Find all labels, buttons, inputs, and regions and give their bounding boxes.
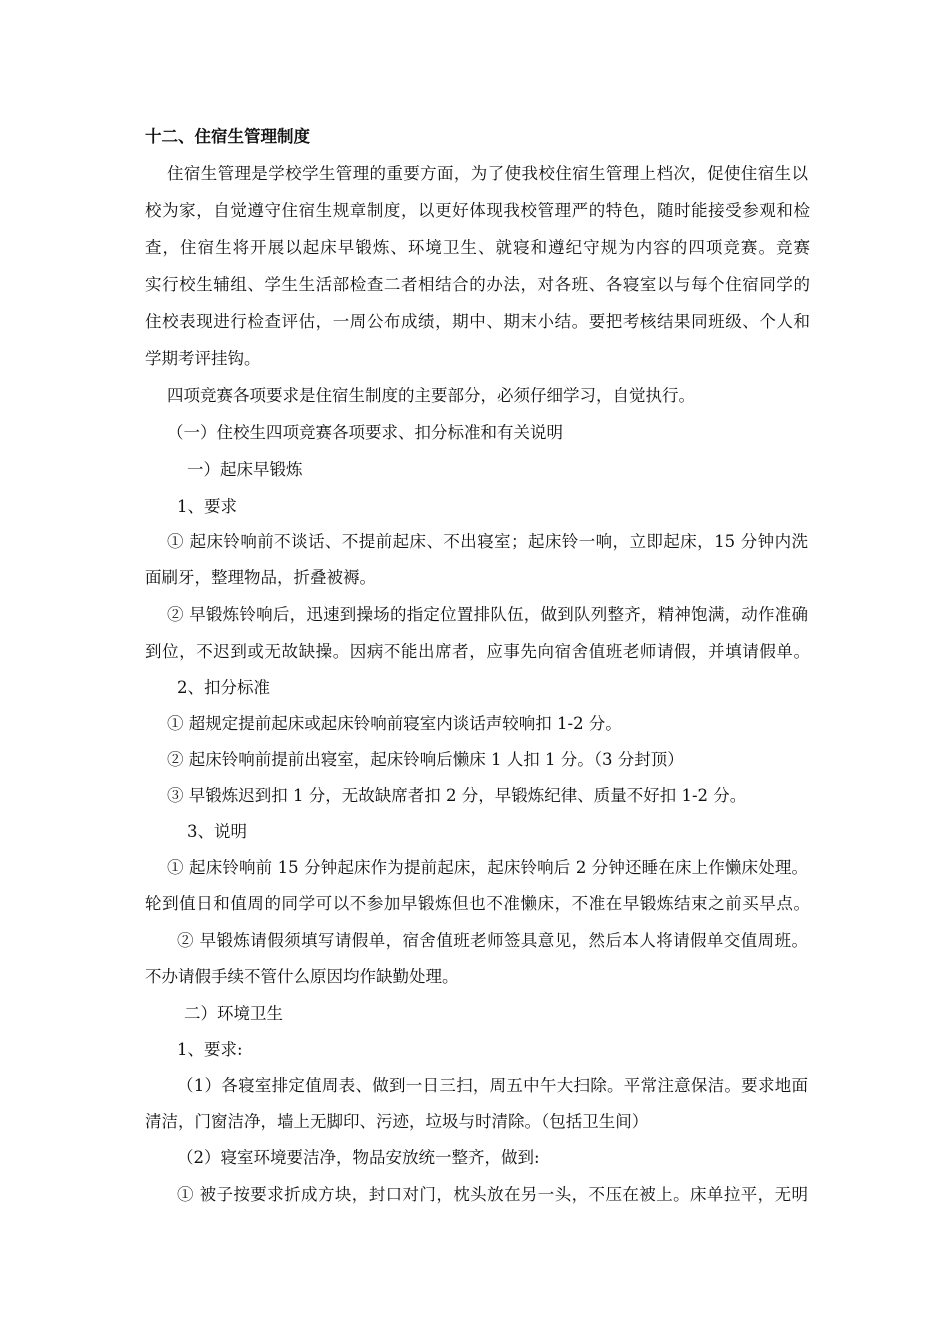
item-heading: 1、要求: (177, 1040, 243, 1059)
paragraph-line: 四项竞赛各项要求是住宿生制度的主要部分，必须仔细学习，自觉执行。 (167, 386, 695, 405)
paragraph-line: ② 早锻炼请假须填写请假单，宿舍值班老师签具意见，然后本人将请假单交值周班。 (177, 931, 808, 950)
paragraph-line: 校为家，自觉遵守住宿生规章制度，以更好体现我校管理严的特色，随时能接受参观和检 (145, 201, 810, 220)
item-heading: 3、说明 (187, 822, 247, 841)
paragraph-line: 实行校生辅组、学生生活部检查二者相结合的办法，对各班、各寝室以与每个住宿同学的 (145, 275, 810, 294)
paragraph-line: ① 被子按要求折成方块，封口对门，枕头放在另一头，不压在被上。床单拉平，无明 (177, 1185, 808, 1204)
paragraph-line: （1）各寝室排定值周表、做到一日三扫，周五中午大扫除。平常注意保洁。要求地面 (177, 1076, 808, 1095)
paragraph-line: ② 早锻炼铃响后，迅速到操场的指定位置排队伍，做到队列整齐，精神饱满，动作准确 (167, 605, 808, 624)
paragraph-line: ① 起床铃响前不谈话、不提前起床、不出寝室；起床铃一响，立即起床，15 分钟内洗 (167, 532, 808, 551)
paragraph-line: ① 超规定提前起床或起床铃响前寝室内谈话声较响扣 1-2 分。 (167, 714, 622, 733)
paragraph-line: ① 起床铃响前 15 分钟起床作为提前起床，起床铃响后 2 分钟还睡在床上作懒床处理。 (167, 858, 808, 877)
paragraph-line: 住校表现进行检查评估，一周公布成绩，期中、期末小结。要把考核结果同班级、个人和 (145, 312, 810, 331)
subsection-heading: 二）环境卫生 (184, 1004, 283, 1023)
paragraph-line: 清洁，门窗洁净，墙上无脚印、污迹，垃圾与时清除。（包括卫生间） (145, 1112, 649, 1131)
paragraph-line: 面刷牙，整理物品，折叠被褥。 (145, 568, 376, 587)
section-title: 十二、住宿生管理制度 (145, 127, 310, 146)
paragraph-line: 到位，不迟到或无故缺操。因病不能出席者，应事先向宿舍值班老师请假，并填请假单。 (145, 642, 810, 661)
paragraph-line: 轮到值日和值周的同学可以不参加早锻炼但也不准懒床，不准在早锻炼结束之前买早点。 (145, 894, 810, 913)
paragraph-line: 查，住宿生将开展以起床早锻炼、环境卫生、就寝和遵纪守规为内容的四项竞赛。竞赛 (145, 238, 810, 257)
item-heading: 2、扣分标准 (177, 678, 270, 697)
paragraph-line: （2）寝室环境要洁净，物品安放统一整齐，做到: (177, 1148, 540, 1167)
subsection-heading: （一）住校生四项竞赛各项要求、扣分标准和有关说明 (167, 423, 563, 442)
paragraph-line: ③ 早锻炼迟到扣 1 分，无故缺席者扣 2 分，早锻炼纪律、质量不好扣 1-2 分。 (167, 786, 747, 805)
paragraph-line: 学期考评挂钩。 (145, 349, 261, 368)
paragraph-line: 住宿生管理是学校学生管理的重要方面，为了使我校住宿生管理上档次，促使住宿生以 (167, 164, 808, 183)
item-heading: 1、要求 (177, 497, 237, 516)
subsection-heading: 一）起床早锻炼 (187, 460, 303, 479)
paragraph-line: 不办请假手续不管什么原因均作缺勤处理。 (145, 967, 459, 986)
paragraph-line: ② 起床铃响前提前出寝室，起床铃响后懒床 1 人扣 1 分。（3 分封顶） (167, 750, 684, 769)
